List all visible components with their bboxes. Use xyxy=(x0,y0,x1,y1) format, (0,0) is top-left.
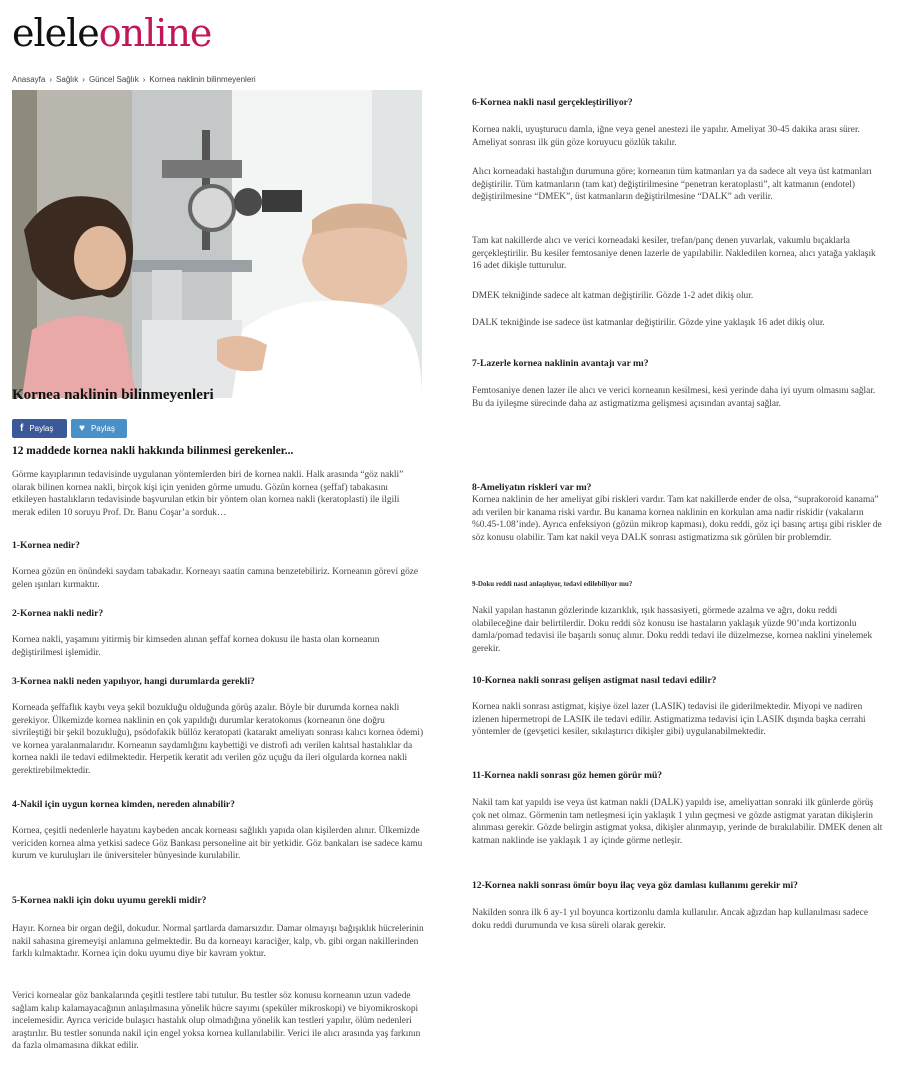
answer-6e: DALK tekniğinde ise sadece üst katmanlar değiştirilir. Gözde yine yaklaşık 16 adet dikiş olur. xyxy=(472,318,825,328)
answer-11: Nakil tam kat yapıldı ise veya üst katman nakli (DALK) yapıldı ise, ameliyattan sonraki ilk günlerde görüş çok net olmaz. Görmenin tam netleşmesi için yaklaşık 1 yılın geçmesi ve gözde astigmat yaratan dikişlerin alınması gerekir. Gözde belirgin astigmat yoksa, dikişler alınmayıp, yerinde de bırakılabilir. DMEK denen alt katman naklinde ise yaklaşık 1 ay içinde görme netleşir. xyxy=(472,798,883,846)
answer-6c: Tam kat nakillerde alıcı ve verici korneadaki kesiler, trefan/panç denen yuvarlak, vakumlu bıçaklarla gerçekleştirilir. Bu kesiler femtosaniye denen lazerle de yapılabilir. Nakledilen kornea, alıcı yatağa yaklaşık 16 adet dikişle tutturulur. xyxy=(472,236,876,272)
answer-7: Femtosaniye denen lazer ile alıcı ve verici korneanın kesilmesi, kesi yerinde daha iyi uyum olmasını sağlar. Bu da iyileşme sürecinde daha az astigmatizma gelişmesi açısından avantaj sağlar. xyxy=(472,386,876,409)
question-6: 6-Kornea nakli nasıl gerçekleştiriliyor? xyxy=(472,97,633,108)
hero-image-eye-exam xyxy=(12,90,422,398)
breadcrumb-saglik[interactable]: Sağlık xyxy=(56,75,79,84)
question-10: 10-Kornea nakli sonrası gelişen astigmat nasıl tedavi edilir? xyxy=(472,675,717,686)
answer-2: Kornea nakli, yaşamını yitirmiş bir kimseden alınan şeffaf kornea dokusu ile hasta olan korneanın değiştirilmesi işlemidir. xyxy=(12,635,380,658)
breadcrumb-current: Kornea naklinin bilinmeyenleri xyxy=(149,75,256,84)
breadcrumb-separator: › xyxy=(82,75,85,84)
twitter-icon: ♥ xyxy=(79,423,85,434)
question-3: 3-Kornea nakli neden yapılıyor, hangi durumlarda gerekli? xyxy=(12,676,255,687)
breadcrumb-separator: › xyxy=(49,75,53,84)
answer-5a: Hayır. Kornea bir organ değil, dokudur. Normal şartlarda damarsızdır. Damar olmayışı bağışıklık hücrelerinin nakil sahasına giremeyişi anlamına gelmektedir. Bu da korneayı karaciğer, kalp, vb. gibi organ nakillerinden farklı kılmaktadır. Kornea için doku uyumu diye bir kavram yoktur. xyxy=(12,924,424,960)
answer-4: Kornea, çeşitli nedenlerle hayatını kaybeden ancak korneası sağlıklı yapıda olan kişilerden alınır. Ülkemizde vericiden kornea alma yetkisi sadece Göz Bankası personeline ait bir yetkidir. Göz bankaları ise sadece kamu kurum ve kuruluşları ile üniversiteler bünyesinde kurulabilir. xyxy=(12,826,423,862)
question-7: 7-Lazerle kornea naklinin avantajı var mı? xyxy=(472,358,649,369)
breadcrumb xyxy=(12,75,256,84)
question-5: 5-Kornea nakli için doku uyumu gerekli midir? xyxy=(12,895,207,906)
facebook-icon: f xyxy=(20,423,24,434)
answer-9: Nakil yapılan hastanın gözlerinde kızarıklık, ışık hassasiyeti, görmede azalma ve ağrı, doku reddi olabileceğine dair belirtilerdir. Doku reddi söz konusu ise hastaların yaklaşık yüzde 90’ında kortizonlu damla/pomad tedavisi ile başarılı sonuç alınır. Doku reddi tedavi ile düzelmezse, kornea naklini yinelemek gerekir. xyxy=(472,606,873,654)
breadcrumb-home[interactable]: Anasayfa xyxy=(12,75,46,84)
question-8: 8-Ameliyatın riskleri var mı? xyxy=(472,482,592,493)
answer-12: Nakilden sonra ilk 6 ay-1 yıl boyunca kortizonlu damla kullanılır. Ancak ağızdan hap kullanılması sadece doku reddi durumunda ve kısa süreli olarak gerekir. xyxy=(472,908,868,931)
answer-6d: DMEK tekniğinde sadece alt katman değiştirilir. Gözde 1-2 adet dikiş olur. xyxy=(472,291,754,301)
twitter-share-button[interactable] xyxy=(71,419,127,438)
answer-5b: Verici kornealar göz bankalarında çeşitli testlere tabi tutulur. Bu testler söz konusu korneanın uzun vadede sağlam kalıp kalamayacağının anlaşılmasına yönelik hücre sayımı (speküler mikroskopi) ve biyomikroskopi incelemesidir. Ayrıca vericide bulaşıcı hastalık olup olmadığına yönelik kan testleri yapılır, ölüm nedenleri araştırılır. Bu testler sonunda nakil için engel yoksa kornea kullanılabilir. Verici ile alıcı arasında yaş farkının da fazla olmamasına dikkat edilir. xyxy=(12,991,421,1052)
logo-text-elele: elele xyxy=(12,11,99,55)
question-4: 4-Nakil için uygun kornea kimden, nereden alınabilir? xyxy=(12,799,235,810)
article-lead: 12 maddede kornea nakli hakkında bilinmesi gerekenler... xyxy=(12,445,294,457)
logo-text-online: online xyxy=(98,11,212,55)
breadcrumb-guncel-saglik[interactable]: Güncel Sağlık xyxy=(88,75,139,84)
question-1: 1-Kornea nedir? xyxy=(12,540,80,551)
answer-3: Korneada şeffaflık kaybı veya şekil bozukluğu olduğunda görüş azalır. Böyle bir durumda kornea nakli gerekiyor. Ülkemizde kornea naklinin en çok yapıldığı durumlar keratokonus (korneanın öne doğru sivrileştiği bir şekil bozukluğu), psödofakik büllöz keratopati (katarakt ameliyatı sonrası kalıcı kornea ödemi) ve kornea yaralanmalarıdır. Korneanın saydamlığını kaybettiği ve distrofi adı verilen kalıtsal hastalıklar da kornea nakli ile tedavi edilmektedir. Herpetik keratit adı verilen göz uçuğu da ileri olgularda kornea nakli gerektirebilmektedir. xyxy=(12,703,424,776)
facebook-share-label: Paylaş xyxy=(29,424,54,433)
question-12: 12-Kornea nakli sonrası ömür boyu ilaç veya göz damlası kullanımı gerekir mi? xyxy=(472,880,798,891)
facebook-share-button[interactable] xyxy=(12,419,67,438)
hero-illustration xyxy=(12,90,422,398)
answer-6a: Kornea nakli, uyuşturucu damla, iğne veya genel anestezi ile yapılır. Ameliyat 30-45 dakika arası sürer. Ameliyat sonrası ilk gün göze koruyucu gözlük takılır. xyxy=(472,125,860,148)
site-logo[interactable] xyxy=(12,11,212,55)
answer-6b: Alıcı korneadaki hastalığın durumuna göre; korneanın tüm katmanları ya da sadece alt veya üst katmanları değiştirilir. Tüm katmanların (tam kat) değiştirilmesine “penetran keratoplasti”, alt katmanın (endotel) değiştirilmesine “DMEK”, üst katmanların değiştirilmesine “DALK” adı verilir. xyxy=(472,167,872,203)
breadcrumb-separator: › xyxy=(142,75,146,84)
question-11: 11-Kornea nakli sonrası göz hemen görür mü? xyxy=(472,770,663,781)
question-2: 2-Kornea nakli nedir? xyxy=(12,608,104,619)
answer-8: Kornea naklinin de her ameliyat gibi riskleri vardır. Tam kat nakillerde ender de olsa, “suprakoroid kanama” adı verilen bir kanama riski vardır. Bu kanama kornea naklinin en korkulan ama nadir riskidir (vakaların %0.45-1.08’inde). Ayrıca enfeksiyon (gözün mikrop kapması), doku reddi, göz içi basınç artışı gibi riskler de söz konusu olabilir. Tam kat nakil veya DALK sonrası astigmatizma sık görülen bir problemdir. xyxy=(472,495,882,543)
twitter-share-label: Paylaş xyxy=(90,424,115,433)
question-9: 9-Doku reddi nasıl anlaşılıyor, tedavi edilebiliyor mu? xyxy=(472,580,633,588)
article-intro: Görme kayıplarının tedavisinde uygulanan yöntemlerden biri de kornea nakli. Halk arasında “göz nakli” olarak bilinen kornea nakli, birçok kişi için yeniden görme umudu. Gözün kornea (şeffaf) tabakasını etkileyen hastalıkların tedavisinde başvurulan etkin bir yöntem olan kornea nakli (keratoplasti) ile ilgili merak edilen 10 soruyu Prof. Dr. Banu Coşar’a sorduk… xyxy=(12,470,404,518)
article-title: Kornea naklinin bilinmeyenleri xyxy=(12,387,214,403)
answer-10: Kornea nakli sonrası astigmat, kişiye özel lazer (LASIK) tedavisi ile giderilmektedir. Miyopi ve nadiren izlenen hipermetropi de LASIK ile tedavi edilir. Astigmatizma tedavisi için LASIK dışında başka cerrahi yöntemler de (gevşetici kesiler, sıkılaştırıcı dikişler gibi) uygulanabilmektedir. xyxy=(472,702,866,738)
answer-1: Kornea gözün en önündeki saydam tabakadır. Korneayı saatin camına benzetebiliriz. Korneanın görevi göze gelen ışınları kırmaktır. xyxy=(12,567,419,590)
